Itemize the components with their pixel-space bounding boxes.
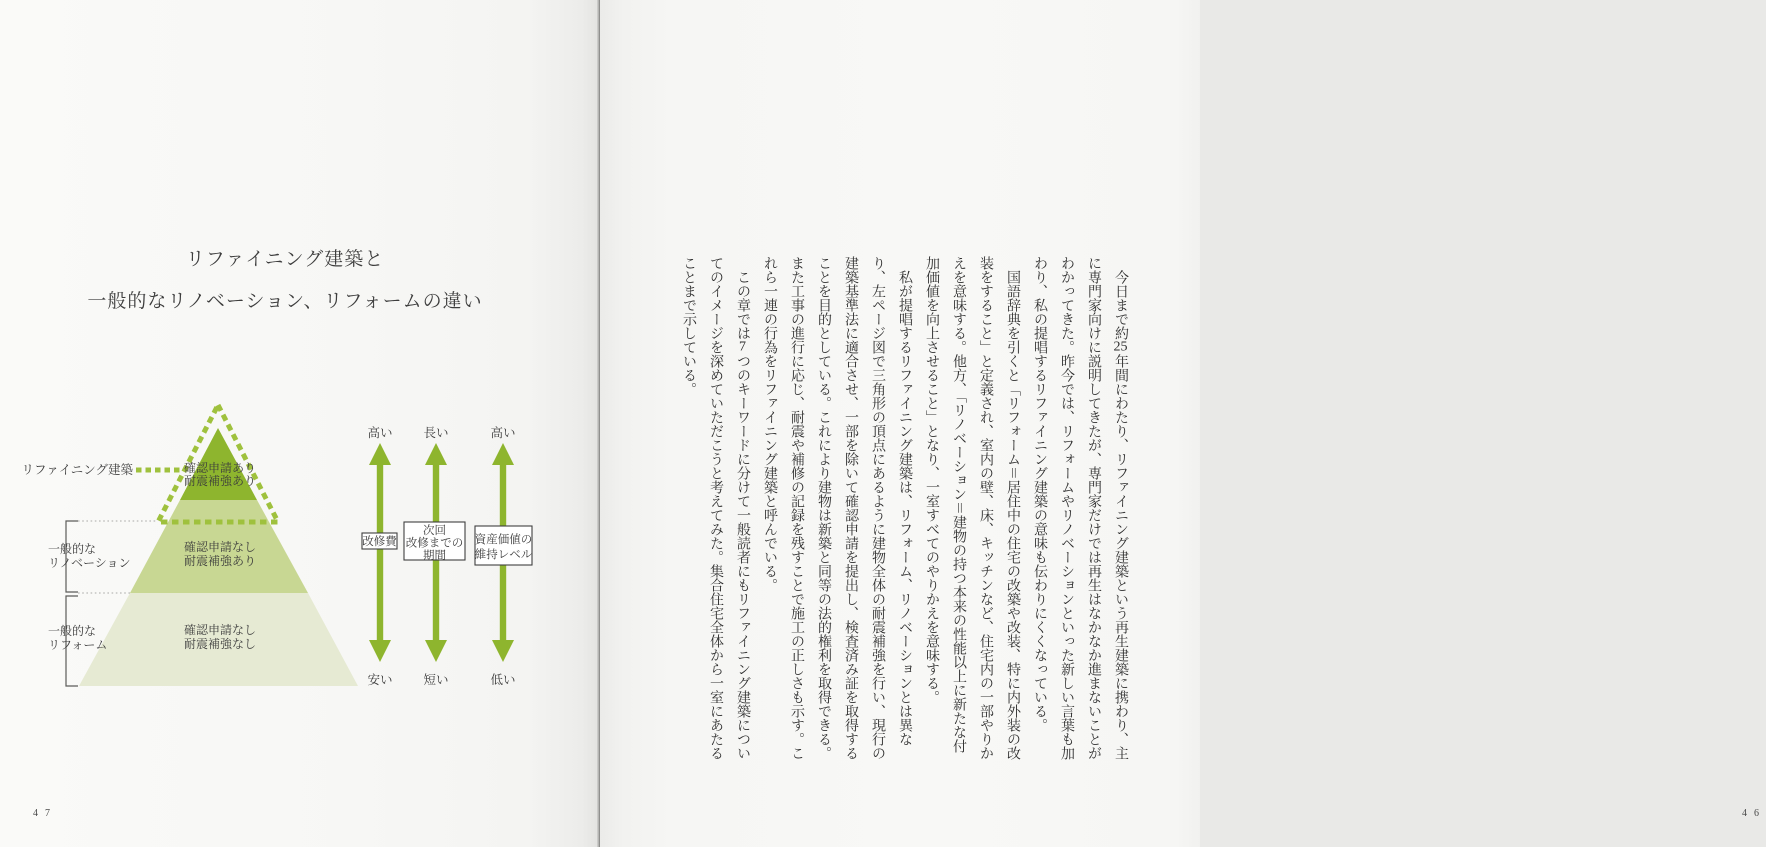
text-column: わり、私の提唱するリファイニング建築の意味も伝わりにくくなっている。 <box>1032 256 1047 732</box>
side-label-renovation-2: リノベーション <box>48 556 131 570</box>
axis-top-label: 高い <box>367 426 393 440</box>
axis-top-label: 高い <box>490 426 516 440</box>
text-column: 今日まで約25年間にわたり、リファイニング建築という再生建築に携わり、主 <box>1113 256 1128 760</box>
side-label-reform-2: リフォーム <box>48 638 108 652</box>
title-line-1: リファイニング建築と <box>185 249 385 270</box>
text-column: この章では7つのキーワードに分けて一般読者にもリファイニング建築につい <box>735 256 750 760</box>
text-column: に専門家向けに説明してきたが、専門家だけでは再生はなかなか進まないことが <box>1086 256 1101 760</box>
text-column: てのイメージを深めていただこうと考えてみた。集合住宅全体から一室にあたる <box>708 256 723 760</box>
section-caption: 確認申請なし <box>183 623 257 637</box>
body-text <box>675 256 1134 766</box>
axis-box-text: 維持レベル <box>474 549 533 561</box>
text-column: れら一連の行為をリファイニング建築と呼んでいる。 <box>762 256 777 592</box>
axis-box-text: 改修費 <box>362 536 397 548</box>
axis-top-label: 長い <box>423 426 449 440</box>
page-number-right: 46 <box>1742 808 1766 819</box>
section-caption: 確認申請なし <box>183 540 257 554</box>
text-column: 建築基準法に適合させ、一部を除いて確認申請を提出し、検査済み証を取得する <box>843 256 858 760</box>
section-caption: 耐震補強あり <box>183 554 257 568</box>
text-column: 装をすること」と定義され、室内の壁、床、キッチンなど、住宅内の一部やりか <box>978 256 993 760</box>
arrow-renovation-cost <box>369 443 391 662</box>
text-column: ことまで示している。 <box>681 256 696 396</box>
axis-box-text: 資産価値の <box>474 534 533 546</box>
section-caption: 耐震補強なし <box>183 637 257 651</box>
axis-bottom-label: 短い <box>423 673 449 687</box>
section-caption: 確認申請あり <box>183 461 257 475</box>
axis-box-text: 期間 <box>423 550 446 562</box>
axis-box-text: 次回 <box>423 525 446 537</box>
page-number-left: 47 <box>33 808 57 819</box>
title-line-2: 一般的なリノベーション、リフォームの違い <box>87 291 483 312</box>
axis-bottom-label: 低い <box>490 673 516 687</box>
text-column: えを意味する。他方、「リノベーション＝建物の持つ本来の性能以上に新たな付 <box>951 256 966 753</box>
text-column: 国語辞典を引くと「リフォーム＝居住中の住宅の改築や改装、特に内外装の改 <box>1005 256 1020 760</box>
page-title <box>30 244 540 313</box>
page-right <box>600 0 1766 847</box>
side-label-renovation-1: 一般的な <box>48 542 97 556</box>
axis-box-text: 改修までの <box>405 537 464 550</box>
pyramid-diagram <box>0 378 600 723</box>
section-caption: 耐震補強あり <box>183 474 257 488</box>
page-left <box>0 0 600 847</box>
text-column: り、左ページ図で三角形の頂点にあるように建物全体の耐震補強を行い、現行の <box>870 256 885 760</box>
text-column: ことを目的としている。これにより建物は新築と同等の法的権利を取得できる。 <box>816 256 831 760</box>
text-column: また工事の進行に応じ、耐震や補修の記録を残すことで施工の正しさも示す。こ <box>789 256 804 760</box>
text-column: 私が提唱するリファイニング建築は、リフォーム、リノベーションとは異な <box>897 256 912 746</box>
side-label-reform-1: 一般的な <box>48 624 97 638</box>
axis-bottom-label: 安い <box>367 673 393 687</box>
text-column: 加価値を向上させること」となり、一室すべてのやりかえを意味する。 <box>924 256 939 704</box>
refining-label: リファイニング建築 <box>21 463 133 477</box>
text-column: わかってきた。昨今では、リフォームやリノベーションといった新しい言葉も加 <box>1059 256 1074 760</box>
